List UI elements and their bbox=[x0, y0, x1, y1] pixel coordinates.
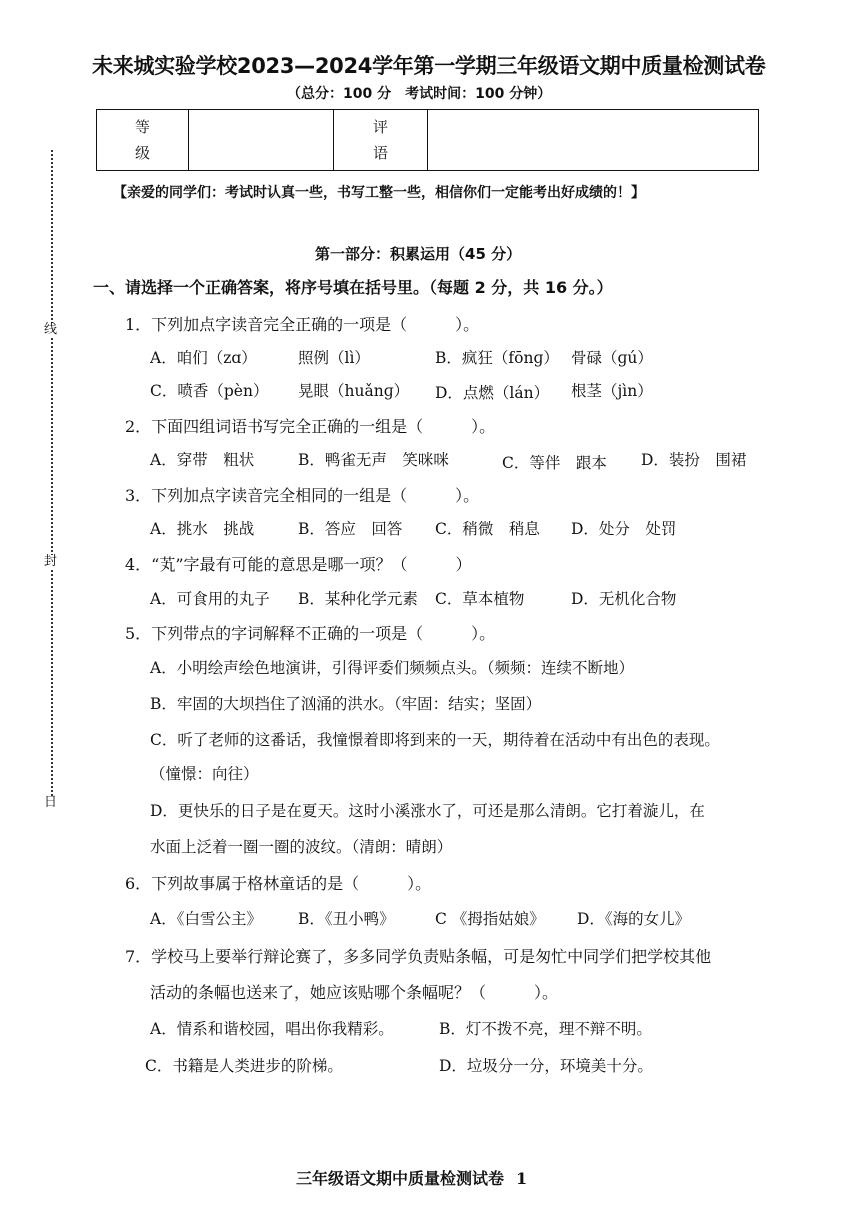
q1-stem: 1．下列加点字读音完全正确的一项是（ ）。 bbox=[125, 315, 480, 334]
page-number: 1 bbox=[516, 1169, 528, 1188]
q1-option-c1: C．喷香（pèn） bbox=[150, 382, 269, 400]
q4-stem: 4．“芄”字最有可能的意思是哪一项？（ ） bbox=[125, 555, 472, 574]
q7-option-d: D．垃圾分一分，环境美十分。 bbox=[439, 1057, 653, 1075]
q7-option-a: A．情系和谐校园，唱出你我精彩。 bbox=[150, 1020, 394, 1038]
q2-stem: 2．下面四组词语书写完全正确的一组是（ ）。 bbox=[125, 417, 496, 436]
q6-option-a: A．《白雪公主》 bbox=[150, 910, 262, 928]
q4-option-b: B．某种化学元素 bbox=[298, 590, 418, 608]
binding-dotted-line bbox=[51, 150, 53, 800]
binding-label-xian: 线 bbox=[44, 322, 58, 337]
q7-stem-line1: 7．学校马上要举行辩论赛了，多多同学负责贴条幅，可是匆忙中同学们把学校其他 bbox=[125, 947, 712, 966]
q6-option-b: B．《丑小鸭》 bbox=[298, 910, 395, 928]
part-title: 第一部分：积累运用（45 分） bbox=[315, 245, 522, 263]
q3-stem: 3．下列加点字读音完全相同的一组是（ ）。 bbox=[125, 486, 480, 505]
q1-option-d1: D．点燃（lán） bbox=[435, 384, 550, 402]
q5-option-c-line1: C．听了老师的这番话，我憧憬着即将到来的一天，期待着在活动中有出色的表现。 bbox=[150, 731, 720, 749]
q4-option-a: A．可食用的丸子 bbox=[150, 590, 270, 608]
exam-title: 未来城实验学校2023—2024学年第一学期三年级语文期中质量检测试卷 bbox=[92, 54, 766, 78]
grade-table bbox=[96, 109, 759, 171]
comment-label-top: 评 bbox=[372, 118, 388, 136]
q6-option-d: D．《海的女儿》 bbox=[577, 910, 691, 928]
q2-option-c: C．等伴 跟本 bbox=[502, 454, 607, 472]
q5-option-d-line2: 水面上泛着一圈一圈的波纹。（清朗：晴朗） bbox=[150, 838, 453, 856]
q5-option-c-line2: （憧憬：向往） bbox=[150, 765, 259, 783]
grade-label-bottom: 级 bbox=[134, 144, 150, 162]
q4-option-c: C．草本植物 bbox=[435, 590, 525, 608]
q1-option-b1: B．疯狂（fōnɡ） bbox=[435, 349, 559, 367]
q3-option-d: D．处分 处罚 bbox=[571, 520, 677, 538]
q5-option-b: B．牢固的大坝挡住了汹涌的洪水。（牢固：结实；坚固） bbox=[150, 695, 542, 713]
q7-option-b: B．灯不拨不亮，理不辩不明。 bbox=[439, 1020, 652, 1038]
grade-input-cell[interactable] bbox=[189, 110, 334, 171]
exam-subtitle: （总分：100 分 考试时间：100 分钟） bbox=[287, 86, 552, 102]
q5-option-d-line1: D．更快乐的日子是在夏天。这时小溪涨水了，可还是那么清朗。它打着漩儿，在 bbox=[150, 802, 705, 820]
q1-option-b2: 骨碌（ɡú） bbox=[571, 349, 653, 367]
q3-option-a: A．挑水 挑战 bbox=[150, 520, 255, 538]
section-title: 一、请选择一个正确答案，将序号填在括号里。（每题 2 分，共 16 分。） bbox=[93, 278, 613, 297]
q5-stem: 5．下列带点的字词解释不正确的一项是（ ）。 bbox=[125, 624, 496, 643]
q3-option-b: B．答应 回答 bbox=[298, 520, 403, 538]
page-footer bbox=[296, 1166, 527, 1189]
q1-option-a1: A．咱们（zɑ） bbox=[150, 349, 257, 367]
q2-option-d: D．装扮 围裙 bbox=[641, 451, 747, 469]
comment-label-cell bbox=[334, 110, 428, 171]
binding-label-ri: 日 bbox=[44, 795, 58, 810]
q2-option-b: B．鸭雀无声 笑咪咪 bbox=[298, 451, 449, 469]
q4-option-d: D．无机化合物 bbox=[571, 590, 677, 608]
binding-label-feng: 封 bbox=[44, 554, 58, 569]
q3-option-c: C．稍微 稍息 bbox=[435, 520, 540, 538]
comment-input-cell[interactable] bbox=[428, 110, 759, 171]
footer-text: 三年级语文期中质量检测试卷 bbox=[296, 1169, 505, 1188]
grade-label-cell bbox=[97, 110, 189, 171]
q1-option-c2: 晃眼（huǎnɡ） bbox=[298, 382, 410, 400]
grade-label-top: 等 bbox=[134, 118, 150, 136]
q5-option-a: A．小明绘声绘色地演讲，引得评委们频频点头。（频频：连续不断地） bbox=[150, 659, 634, 677]
q2-option-a: A．穿带 粗状 bbox=[150, 451, 255, 469]
q7-option-c: C．书籍是人类进步的阶梯。 bbox=[145, 1057, 343, 1075]
q7-stem-line2: 活动的条幅也送来了，她应该贴哪个条幅呢？（ ）。 bbox=[150, 983, 559, 1002]
encouragement-text: 【亲爱的同学们：考试时认真一些，书写工整一些，相信你们一定能考出好成绩的！】 bbox=[113, 185, 645, 201]
q6-option-c: C 《拇指姑娘》 bbox=[435, 910, 545, 928]
q1-option-d2: 根茎（jìn） bbox=[571, 382, 653, 400]
comment-label-bottom: 语 bbox=[372, 144, 388, 162]
q6-stem: 6．下列故事属于格林童话的是（ ）。 bbox=[125, 874, 432, 893]
q1-option-a2: 照例（lì） bbox=[298, 349, 370, 367]
